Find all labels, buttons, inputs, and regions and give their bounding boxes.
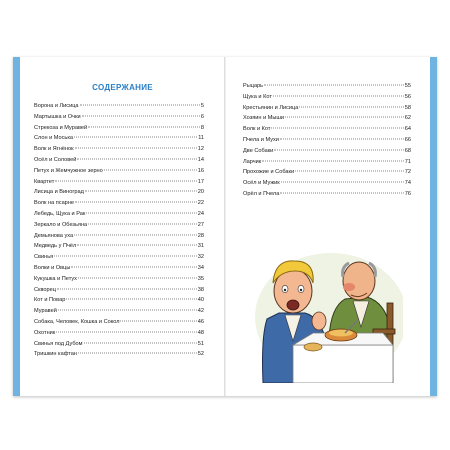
toc-entry-title: Осёл и Соловей: [34, 156, 77, 163]
toc-entry-page: 40: [197, 297, 204, 304]
toc-entry: [34, 155, 204, 166]
toc-entry-title: Пчела и Мухи: [243, 136, 279, 143]
toc-leader-dots: [262, 160, 404, 161]
toc-entry-title: Волк на псарне: [34, 200, 74, 207]
toc-leader-dots: [88, 223, 197, 224]
book-spread: [13, 57, 437, 396]
toc-entry-page: 55: [404, 83, 411, 89]
toc-entry-title: Слон и Моська: [34, 135, 74, 142]
toc-entry-title: Орёл и Пчела: [243, 190, 280, 197]
toc-leader-dots: [264, 85, 404, 86]
toc-entry: [34, 231, 204, 242]
toc-entry-title: Тришкин кафтан: [34, 351, 77, 358]
toc-entry: [34, 349, 204, 360]
toc-entry: [34, 220, 204, 231]
toc-entry-title: Муравей: [34, 308, 57, 315]
toc-entry-page: 52: [197, 351, 204, 358]
toc-entry: [243, 103, 411, 114]
toc-entry-page: 68: [404, 147, 411, 154]
toc-entry: [243, 167, 411, 178]
toc-entry-title: Прохожие и Собаки: [243, 169, 295, 176]
toc-entry-page: 72: [404, 169, 411, 176]
toc-leader-dots: [56, 331, 197, 332]
toc-entry: [34, 198, 204, 209]
toc-entry: [243, 135, 411, 146]
toc-entry-page: 8: [200, 124, 204, 131]
toc-entry: [34, 177, 204, 188]
toc-leader-dots: [74, 234, 197, 235]
toc-entry: [34, 328, 204, 339]
toc-entry-page: 12: [197, 146, 204, 153]
toc-entry-title: Зеркало и Обезьяна: [34, 221, 88, 228]
toc-entry-page: 11: [198, 135, 204, 142]
toc-entry-page: 46: [197, 318, 204, 325]
toc-entry: [34, 112, 204, 123]
toc-leader-dots: [271, 128, 403, 129]
toc-entry-title: Лисица и Виноград: [34, 189, 84, 196]
toc-entry-page: 6: [200, 113, 204, 120]
toc-entry-page: 51: [197, 340, 204, 347]
toc-entry-title: Крестьянин и Лисица: [243, 104, 299, 111]
toc-leader-dots: [299, 106, 403, 107]
toc-entry: [243, 124, 411, 135]
toc-entry-page: 32: [197, 254, 204, 261]
toc-entry: [34, 123, 204, 134]
toc-leader-dots: [295, 171, 404, 172]
toc-entry-page: 66: [404, 136, 411, 143]
contents-title: СОДЕРЖАНИЕ: [92, 83, 153, 92]
toc-leader-dots: [84, 342, 197, 343]
toc-leader-dots: [80, 105, 200, 106]
fable-illustration: [253, 237, 403, 383]
toc-entry-page: 64: [404, 126, 411, 133]
toc-entry-page: 71: [404, 158, 411, 165]
toc-leader-dots: [57, 288, 197, 289]
toc-leader-dots: [273, 95, 404, 96]
toc-entry-title: Осёл и Мужик: [243, 180, 280, 187]
toc-leader-dots: [54, 256, 197, 257]
toc-entry: [243, 189, 411, 200]
book-gutter: [224, 57, 226, 396]
toc-entry-page: 48: [197, 329, 204, 336]
toc-entry: [34, 133, 204, 144]
toc-entry: [34, 241, 204, 252]
toc-leader-dots: [120, 320, 196, 321]
toc-entry-page: 24: [197, 210, 204, 217]
toc-entry: [34, 339, 204, 350]
toc-entry-page: 31: [197, 243, 204, 250]
toc-leader-dots: [58, 310, 197, 311]
toc-entry-title: Волк и Ягнёнок: [34, 146, 74, 153]
toc-leader-dots: [280, 138, 404, 139]
toc-entry-title: Свинья: [34, 254, 54, 261]
toc-leader-dots: [280, 192, 403, 193]
toc-entry-title: Ворона и Лисица: [34, 103, 79, 109]
toc-entry-title: Петух и Жемчужное зерно: [34, 167, 103, 174]
toc-entry: [243, 157, 411, 168]
toc-entry-page: 34: [197, 264, 204, 271]
toc-entry-title: Хозяин и Мыши: [243, 115, 285, 122]
toc-entry: [243, 178, 411, 189]
toc-leader-dots: [85, 191, 197, 192]
toc-entry: [243, 81, 411, 92]
toc-leader-dots: [77, 245, 197, 246]
toc-entry-title: Демьянова уха: [34, 232, 74, 239]
toc-entry: [34, 274, 204, 285]
toc-entry-page: 56: [404, 93, 411, 100]
toc-entry: [34, 263, 204, 274]
toc-list-right: [243, 81, 411, 200]
toc-entry-title: Мартышка и Очки: [34, 113, 81, 120]
toc-entry-title: Охотник: [34, 329, 56, 336]
toc-entry-title: Кукушка и Петух: [34, 275, 77, 282]
toc-entry-page: 58: [404, 104, 411, 111]
toc-entry-page: 74: [404, 180, 411, 187]
toc-leader-dots: [88, 126, 200, 127]
toc-entry-title: Рыцарь: [243, 83, 264, 89]
toc-leader-dots: [78, 277, 197, 278]
toc-entry-title: Ларчик: [243, 158, 262, 165]
toc-leader-dots: [66, 299, 196, 300]
toc-entry-page: 16: [197, 167, 204, 174]
toc-leader-dots: [71, 266, 196, 267]
toc-entry: [34, 295, 204, 306]
toc-entry-page: 14: [197, 156, 204, 163]
toc-entry-page: 62: [404, 115, 411, 122]
toc-entry-page: 42: [197, 308, 204, 315]
toc-leader-dots: [104, 169, 197, 170]
toc-entry-title: Кот и Повар: [34, 297, 66, 304]
toc-entry-page: 35: [197, 275, 204, 282]
toc-entry: [243, 113, 411, 124]
toc-entry-title: Щука и Кот: [243, 93, 272, 100]
toc-entry-title: Квартет: [34, 178, 55, 185]
toc-entry: [34, 166, 204, 177]
toc-leader-dots: [77, 158, 196, 159]
toc-leader-dots: [78, 353, 197, 354]
toc-leader-dots: [75, 202, 197, 203]
toc-entry: [34, 101, 204, 112]
toc-leader-dots: [274, 149, 403, 150]
toc-entry-page: 27: [197, 221, 204, 228]
toc-entry: [34, 252, 204, 263]
toc-entry-page: 17: [197, 178, 204, 185]
toc-leader-dots: [82, 115, 200, 116]
toc-entry-page: 22: [197, 200, 204, 207]
toc-entry: [34, 144, 204, 155]
toc-leader-dots: [55, 180, 197, 181]
toc-entry: [34, 317, 204, 328]
toc-list-left: [34, 101, 204, 360]
toc-leader-dots: [285, 117, 404, 118]
toc-entry-page: 20: [197, 189, 204, 196]
toc-leader-dots: [75, 148, 197, 149]
toc-entry-title: Скворец: [34, 286, 56, 293]
toc-entry-title: Медведь у Пчёл: [34, 243, 77, 250]
toc-entry-page: 5: [200, 103, 204, 109]
toc-entry-page: 76: [404, 190, 411, 197]
toc-entry: [34, 209, 204, 220]
toc-leader-dots: [74, 137, 197, 138]
toc-entry: [34, 187, 204, 198]
toc-entry: [243, 146, 411, 157]
toc-entry-title: Волк и Кот: [243, 126, 271, 133]
toc-leader-dots: [281, 182, 404, 183]
toc-entry-title: Две Собаки: [243, 147, 274, 154]
toc-entry-title: Лебедь, Щука и Рак: [34, 210, 86, 217]
left-page: [13, 57, 225, 396]
toc-entry-page: 38: [197, 286, 204, 293]
toc-entry-page: 28: [197, 232, 204, 239]
toc-entry-title: Свинья под Дубом: [34, 340, 83, 347]
toc-entry: [34, 285, 204, 296]
toc-entry: [34, 306, 204, 317]
toc-entry-title: Стрекоза и Муравей: [34, 124, 88, 131]
toc-entry: [243, 92, 411, 103]
toc-entry-title: Собака, Человек, Кошка и Сокол: [34, 318, 120, 325]
toc-leader-dots: [86, 212, 196, 213]
right-page: [225, 57, 437, 396]
toc-entry-title: Волки и Овцы: [34, 264, 71, 271]
